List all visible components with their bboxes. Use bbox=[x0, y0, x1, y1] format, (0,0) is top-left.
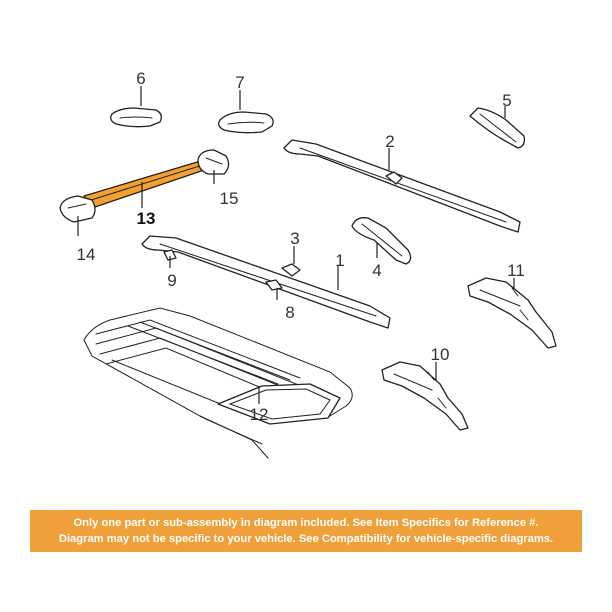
callout-2: 2 bbox=[385, 132, 395, 151]
callout-11: 11 bbox=[507, 261, 525, 280]
vehicle-roof bbox=[84, 308, 352, 458]
callout-5: 5 bbox=[502, 91, 512, 110]
callout-10: 10 bbox=[430, 345, 450, 364]
part-7-end-cap bbox=[219, 112, 273, 133]
callout-7: 7 bbox=[235, 73, 245, 92]
callout-14: 14 bbox=[76, 245, 96, 264]
callout-12: 12 bbox=[249, 405, 269, 424]
disclaimer-banner bbox=[30, 510, 582, 552]
callout-8: 8 bbox=[285, 303, 295, 322]
callout-1: 1 bbox=[335, 251, 345, 270]
callout-13: 13 bbox=[136, 209, 156, 228]
part-5-cover bbox=[470, 108, 524, 148]
part-1-roof-rail bbox=[142, 236, 390, 328]
callout-3: 3 bbox=[290, 229, 300, 248]
callout-15: 15 bbox=[219, 189, 239, 208]
callout-4: 4 bbox=[372, 261, 382, 280]
callout-6: 6 bbox=[136, 69, 146, 88]
disclaimer-line-1: Only one part or sub-assembly in diagram included. See Item Specifics for Reference #. bbox=[73, 517, 539, 529]
crossbar-highlight bbox=[84, 160, 210, 208]
part-4-cover bbox=[352, 218, 411, 264]
callout-9: 9 bbox=[167, 271, 177, 290]
disclaimer-line-2: Diagram may not be specific to your vehicle. See Compatibility for vehicle-specific diagrams. bbox=[58, 533, 554, 545]
part-11-bracket bbox=[468, 278, 556, 348]
part-6-end-cap bbox=[111, 108, 162, 127]
part-2-roof-rail bbox=[284, 140, 520, 232]
part-15-support bbox=[198, 150, 229, 174]
part-10-bracket bbox=[382, 362, 468, 430]
part-13-crossbar bbox=[84, 160, 210, 208]
